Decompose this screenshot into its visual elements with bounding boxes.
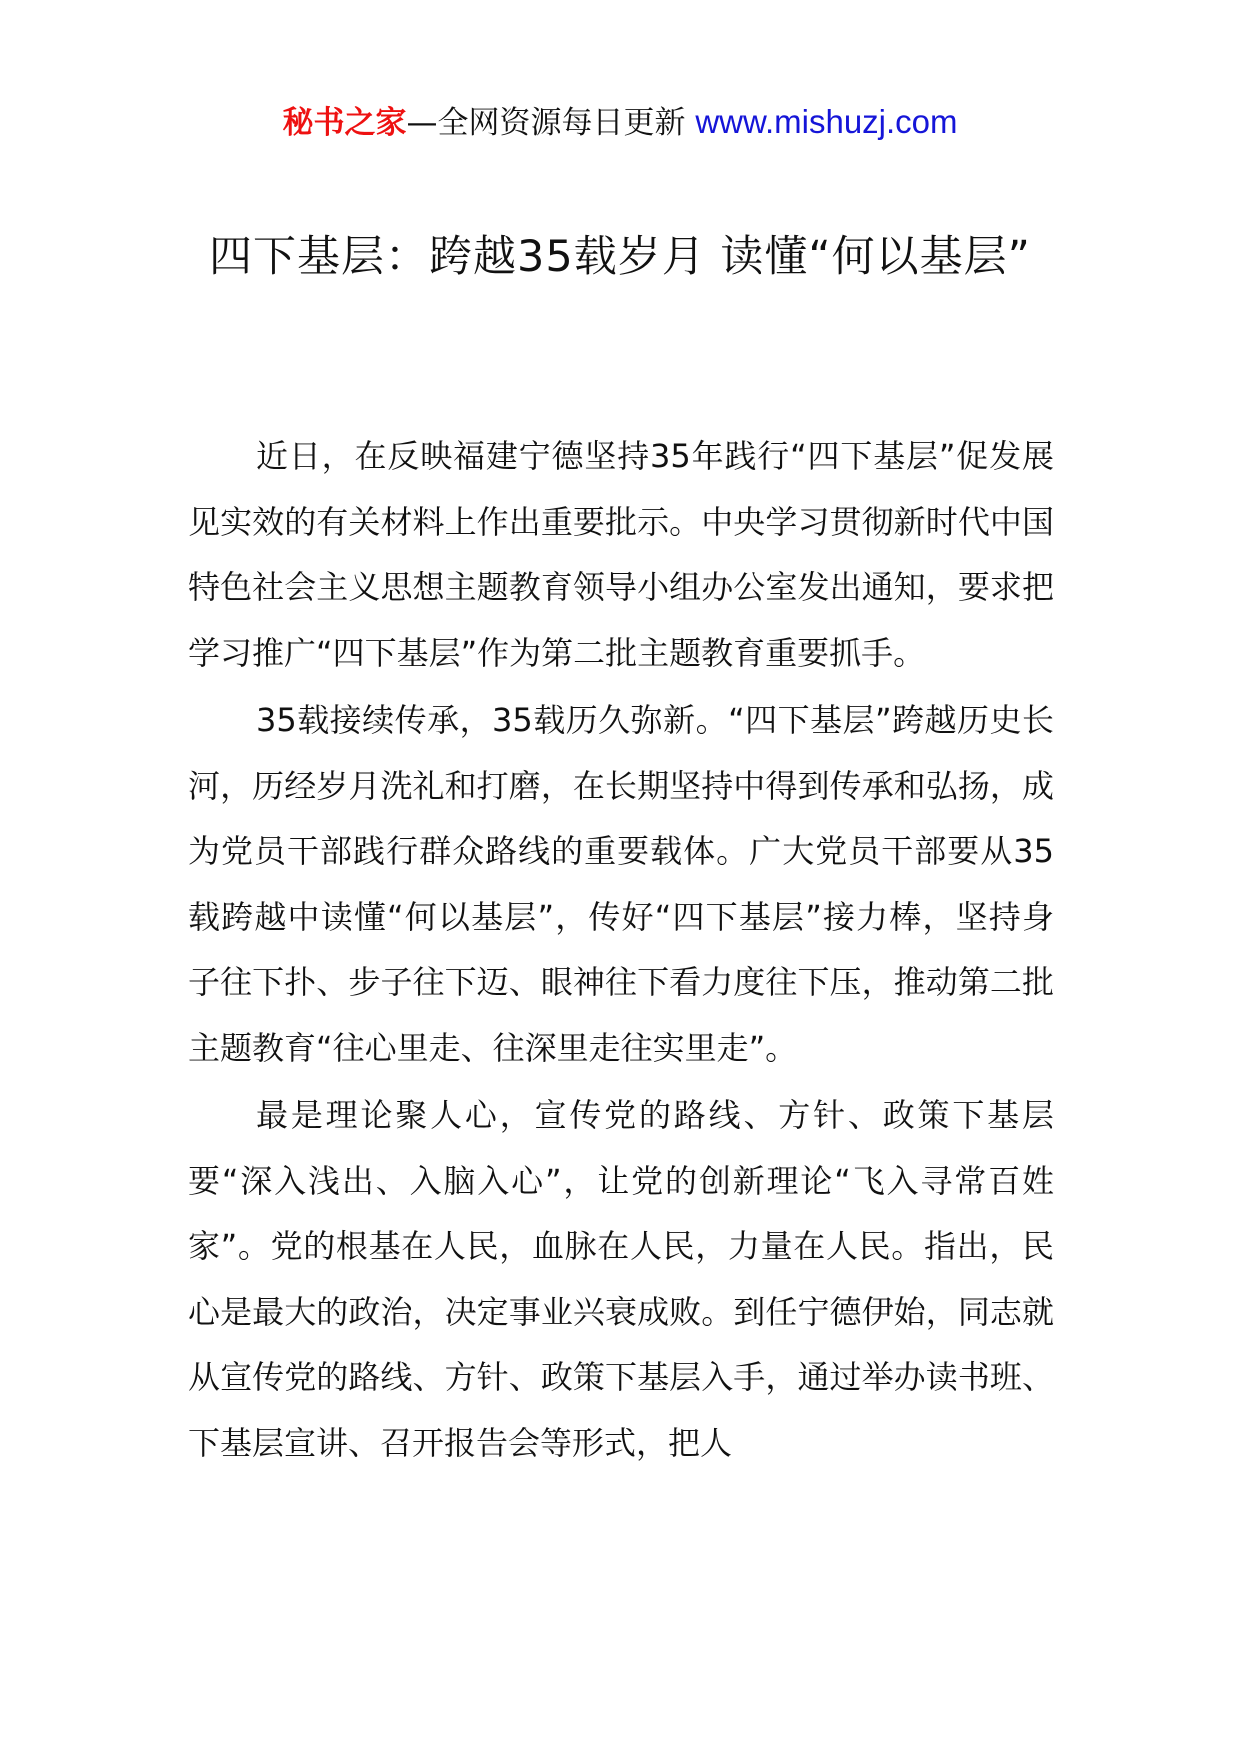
paragraph-2: 35载接续传承，35载历久弥新。“四下基层”跨越历史长河，历经岁月洗礼和打磨，在长期坚持中得到传承和弘扬，成为党员干部践行群众路线的重要载体。广大党员干部要从35载跨越中读懂“何以基层”，传好“四下基层”接力棒，坚持身子往下扑、步子往下迈、眼神往下看力度往下压，推动第二批主题教育“往心里走、往深里走往实里走”。 [188, 701, 1054, 1067]
document-title: 四下基层：跨越35载岁月 读懂“何以基层” [209, 232, 1031, 282]
brand-name: 秘书之家 [282, 105, 407, 141]
site-header [0, 102, 1240, 143]
paragraph-3: 最是理论聚人心，宣传党的路线、方针、政策下基层要“深入浅出、入脑入心”，让党的创新理论“飞入寻常百姓家”。党的根基在人民，血脉在人民，力量在人民。指出，民心是最大的政治，决定事业兴衰成败。到任宁德伊始，同志就从宣传党的路线、方针、政策下基层入手，通过举办读书班、下基层宣讲、召开报告会等形式，把人 [188, 1096, 1054, 1462]
paragraph-1: 近日，在反映福建宁德坚持35年践行“四下基层”促发展见实效的有关材料上作出重要批示。中央学习贯彻新时代中国特色社会主义思想主题教育领导小组办公室发出通知，要求把学习推广“四下基层”作为第二批主题教育重要抓手。 [188, 437, 1054, 672]
document-body [188, 424, 1054, 1478]
header-slogan: —全网资源每日更新 [406, 105, 696, 141]
site-url-link[interactable]: www.mishuzj.com [695, 103, 958, 140]
